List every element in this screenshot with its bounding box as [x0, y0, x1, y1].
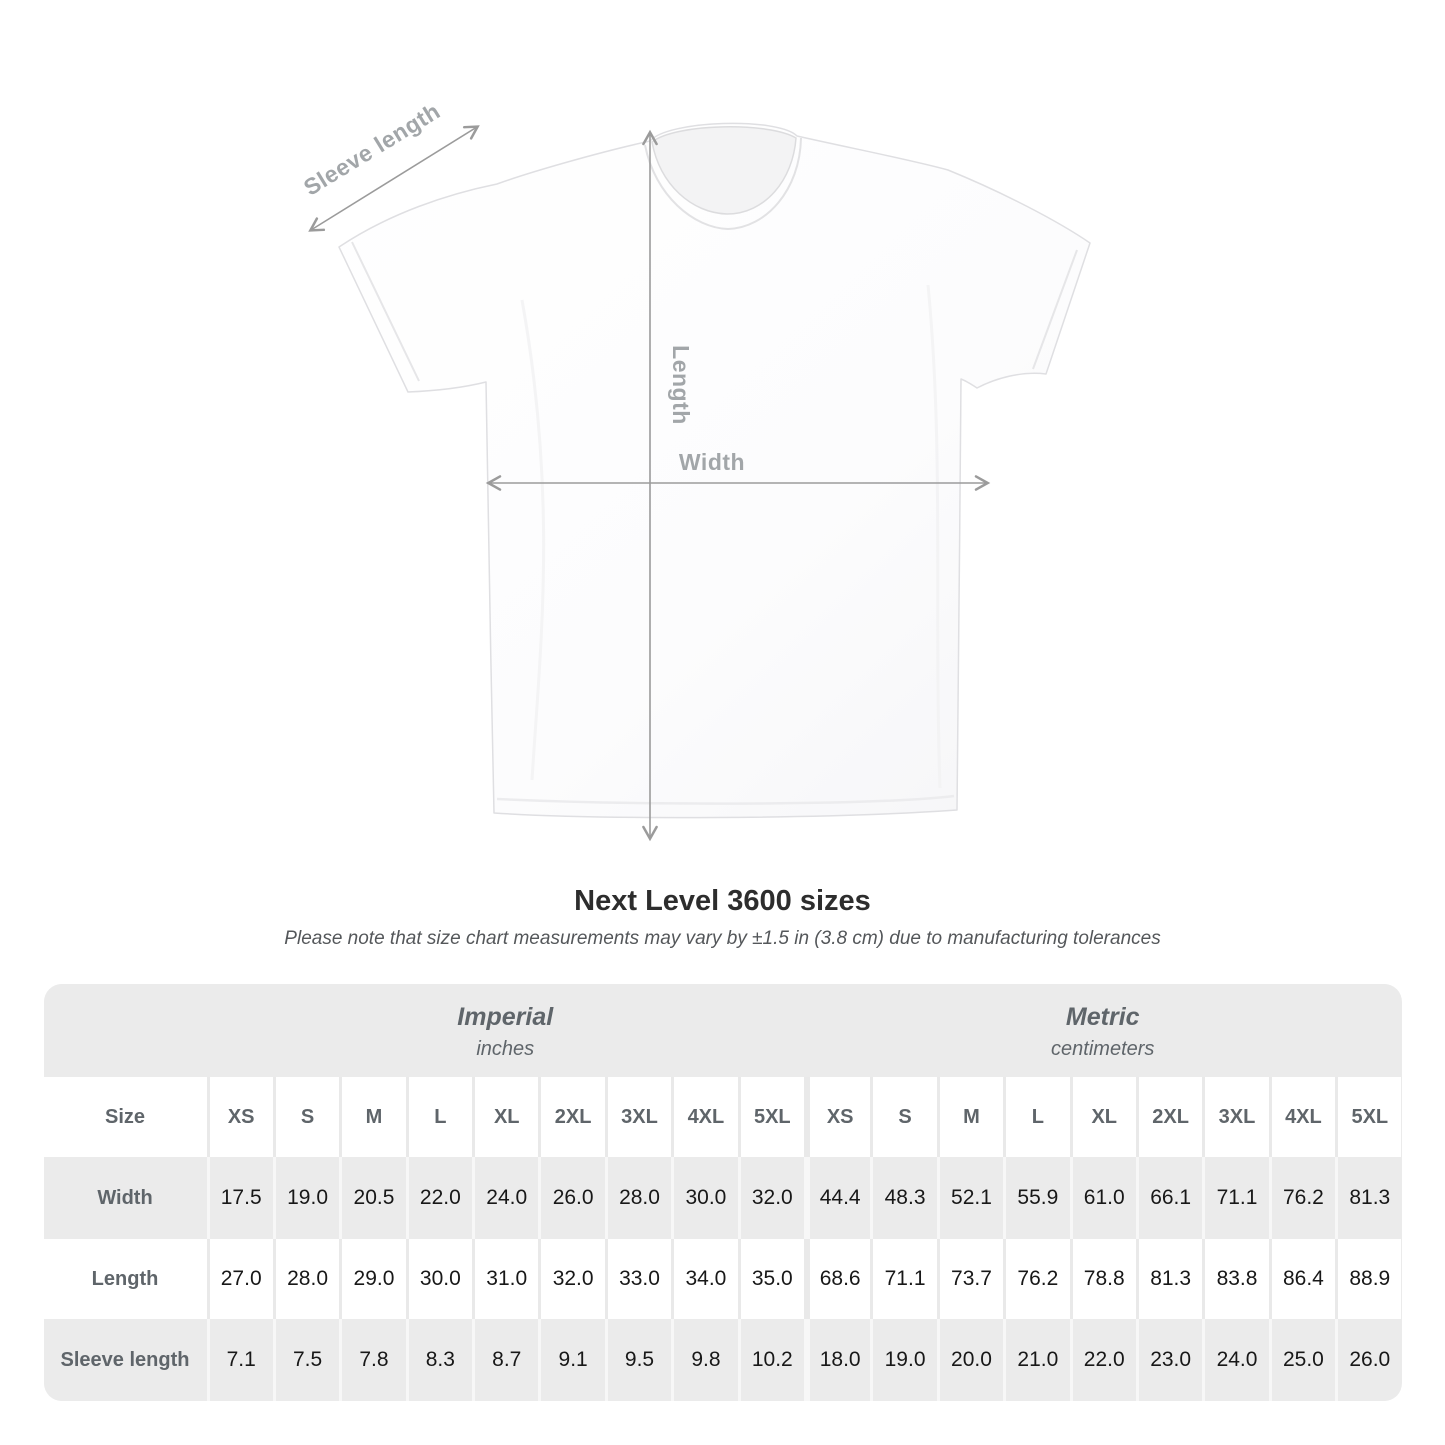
size-header-cell: 3XL — [1202, 1077, 1268, 1157]
size-header-cell: 2XL — [1136, 1077, 1202, 1157]
row-label-length: Length — [44, 1239, 207, 1319]
value-cell: 76.2 — [1003, 1239, 1069, 1319]
value-cell: 7.1 — [207, 1319, 273, 1401]
length-label: Length — [668, 345, 694, 425]
value-cell: 22.0 — [1070, 1319, 1136, 1401]
value-cell: 31.0 — [472, 1239, 538, 1319]
metric-group-header — [804, 984, 1402, 1077]
value-cell: 83.8 — [1202, 1239, 1268, 1319]
size-header-cell: XS — [804, 1077, 870, 1157]
value-cell: 30.0 — [406, 1239, 472, 1319]
value-cell: 18.0 — [804, 1319, 870, 1401]
size-header-cell: 5XL — [1335, 1077, 1401, 1157]
size-header-cell: 2XL — [538, 1077, 604, 1157]
value-cell: 10.2 — [738, 1319, 804, 1401]
size-header-cell: XL — [472, 1077, 538, 1157]
value-cell: 88.9 — [1335, 1239, 1401, 1319]
value-cell: 55.9 — [1003, 1157, 1069, 1239]
value-cell: 71.1 — [870, 1239, 936, 1319]
value-cell: 30.0 — [671, 1157, 737, 1239]
width-label: Width — [678, 449, 746, 475]
value-cell: 9.8 — [671, 1319, 737, 1401]
value-cell: 32.0 — [738, 1157, 804, 1239]
value-cell: 34.0 — [671, 1239, 737, 1319]
value-cell: 32.0 — [538, 1239, 604, 1319]
size-header-cell: XS — [207, 1077, 273, 1157]
value-cell: 7.5 — [273, 1319, 339, 1401]
tolerance-note: Please note that size chart measurements may vary by ±1.5 in (3.8 cm) due to manufacturing tolerances — [284, 928, 1161, 949]
metric-unit: centimeters — [1051, 1037, 1155, 1060]
value-cell: 26.0 — [538, 1157, 604, 1239]
size-header-cell: 4XL — [1269, 1077, 1335, 1157]
value-cell: 21.0 — [1003, 1319, 1069, 1401]
value-cell: 17.5 — [207, 1157, 273, 1239]
value-cell: 68.6 — [804, 1239, 870, 1319]
value-cell: 48.3 — [870, 1157, 936, 1239]
size-table — [44, 984, 1402, 1401]
value-cell: 8.3 — [406, 1319, 472, 1401]
value-cell: 52.1 — [937, 1157, 1003, 1239]
value-cell: 35.0 — [738, 1239, 804, 1319]
value-cell: 9.5 — [605, 1319, 671, 1401]
size-header-cell: S — [870, 1077, 936, 1157]
imperial-label: Imperial — [457, 1002, 554, 1031]
value-cell: 23.0 — [1136, 1319, 1202, 1401]
value-cell: 27.0 — [207, 1239, 273, 1319]
value-cell: 76.2 — [1269, 1157, 1335, 1239]
value-cell: 20.0 — [937, 1319, 1003, 1401]
row-label-width: Width — [44, 1157, 207, 1239]
imperial-group-header — [207, 984, 804, 1077]
value-cell: 20.5 — [339, 1157, 405, 1239]
value-cell: 86.4 — [1269, 1239, 1335, 1319]
value-cell: 78.8 — [1070, 1239, 1136, 1319]
imperial-unit: inches — [476, 1037, 535, 1060]
sleeve-length-label: Sleeve length — [299, 97, 445, 201]
size-header-cell: 4XL — [671, 1077, 737, 1157]
size-header-cell: M — [339, 1077, 405, 1157]
size-header-cell: M — [937, 1077, 1003, 1157]
row-label-sleeve-length: Sleeve length — [44, 1319, 207, 1401]
size-header-cell: 3XL — [605, 1077, 671, 1157]
value-cell: 7.8 — [339, 1319, 405, 1401]
value-cell: 19.0 — [870, 1319, 936, 1401]
value-cell: 33.0 — [605, 1239, 671, 1319]
value-cell: 28.0 — [273, 1239, 339, 1319]
value-cell: 73.7 — [937, 1239, 1003, 1319]
size-header-cell: XL — [1070, 1077, 1136, 1157]
value-cell: 71.1 — [1202, 1157, 1268, 1239]
value-cell: 44.4 — [804, 1157, 870, 1239]
size-header-cell: S — [273, 1077, 339, 1157]
value-cell: 61.0 — [1070, 1157, 1136, 1239]
value-cell: 66.1 — [1136, 1157, 1202, 1239]
value-cell: 9.1 — [538, 1319, 604, 1401]
size-header-cell: L — [1003, 1077, 1069, 1157]
size-corner-label: Size — [44, 1077, 207, 1157]
value-cell: 26.0 — [1335, 1319, 1401, 1401]
value-cell: 29.0 — [339, 1239, 405, 1319]
value-cell: 24.0 — [1202, 1319, 1268, 1401]
corner-cell — [44, 984, 207, 1077]
value-cell: 19.0 — [273, 1157, 339, 1239]
page-title: Next Level 3600 sizes — [574, 885, 871, 917]
value-cell: 25.0 — [1269, 1319, 1335, 1401]
size-header-cell: L — [406, 1077, 472, 1157]
metric-label: Metric — [1065, 1002, 1140, 1031]
size-header-cell: 5XL — [738, 1077, 804, 1157]
value-cell: 81.3 — [1136, 1239, 1202, 1319]
value-cell: 24.0 — [472, 1157, 538, 1239]
value-cell: 8.7 — [472, 1319, 538, 1401]
value-cell: 22.0 — [406, 1157, 472, 1239]
value-cell: 28.0 — [605, 1157, 671, 1239]
value-cell: 81.3 — [1335, 1157, 1401, 1239]
